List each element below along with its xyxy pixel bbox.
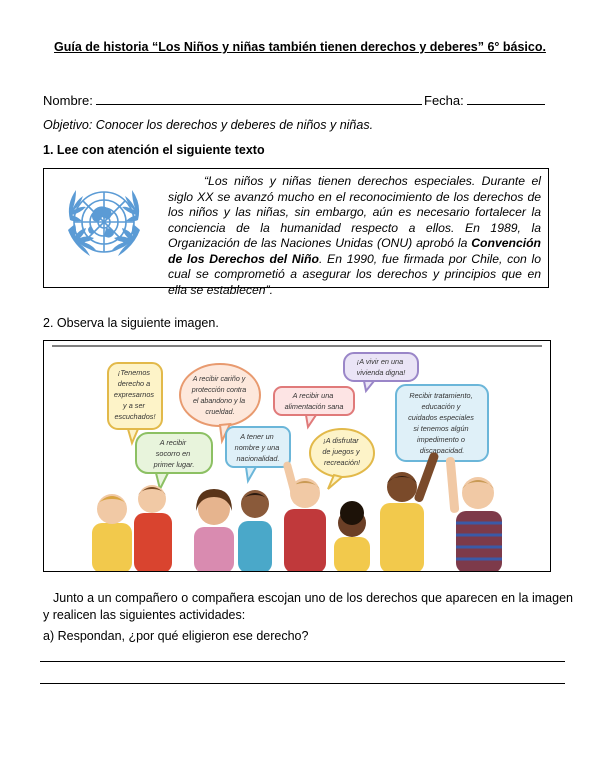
bubble-5-line-2: alimentación sana	[284, 402, 344, 411]
objective-text: Objetivo: Conocer los derechos y deberes de niños y niñas.	[43, 118, 374, 132]
bubble-7-line-2: vivienda digna!	[356, 368, 406, 377]
bubble-socorro	[136, 433, 212, 489]
section-2-heading: 2. Observa la siguiente imagen.	[43, 316, 219, 330]
bubble-4-line-2: nombre y una	[234, 443, 280, 452]
svg-text:A tener un nombre y un	[235, 432, 282, 463]
svg-text:¡Tenemos derecho a	[114, 368, 156, 421]
bubble-2-line-3: primer lugar.	[153, 460, 195, 469]
child-5	[282, 461, 326, 571]
rights-illustration-svg	[44, 341, 550, 571]
svg-text:¡A disfrutar de juegos	[322, 436, 361, 467]
bubble-8-line-3: cuidados especiales	[408, 413, 474, 422]
quote-part-1: “Los niños y niñas tienen derechos especiales. Durante el siglo XX se avanzó mucho en el reconocimiento de los derechos de los niños y las niñas, sin embargo, aún es necesario fortalecer la conciencia de la humanidad respecto a ellos. En 1989, la Organización de las Naciones Unidas (ONU) aprobó la	[168, 174, 541, 250]
bubble-5-line-1: A recibir una	[292, 391, 334, 400]
bubble-3-line-4: crueldad.	[205, 408, 235, 416]
bubble-8-line-4: si tenemos algún	[413, 424, 469, 433]
bubble-8-line-5: impedimento o	[417, 435, 465, 444]
bubble-1-line-2: derecho a	[117, 379, 151, 388]
section-1-heading-text: . Lee con atención el siguiente texto	[49, 143, 265, 157]
bubble-2-line-1: A recibir	[159, 438, 187, 447]
quote-text	[168, 174, 541, 298]
bubble-1-line-4: y a ser	[123, 401, 145, 410]
child-8	[446, 457, 502, 571]
bubble-3-line-1: A recibir cariño y	[192, 375, 246, 383]
section-1-number: 1	[43, 143, 50, 157]
rights-illustration	[43, 340, 551, 572]
nombre-blank-line[interactable]	[96, 92, 422, 105]
fecha-blank-line[interactable]	[467, 92, 545, 105]
question-a: a) Respondan, ¿por qué eligieron ese derecho?	[43, 629, 309, 643]
bubble-1-line-1: ¡Tenemos	[117, 368, 151, 377]
fecha-label: Fecha:	[424, 93, 464, 108]
child-4	[238, 490, 272, 571]
bubble-alimentacion	[274, 387, 354, 427]
fecha-field[interactable]	[424, 92, 545, 108]
page-title: Guía de historia “Los Niños y niñas también tienen derechos y deberes” 6° básico.	[54, 40, 546, 54]
child-7	[380, 451, 440, 571]
bubble-nombre	[226, 427, 290, 481]
bubble-8-line-2: educación y	[421, 402, 461, 411]
bubble-6-line-2: de juegos y	[322, 447, 360, 456]
bubble-8-line-6: discapacidad.	[419, 446, 465, 455]
bubble-6-line-3: recreación!	[323, 458, 361, 467]
child-1	[92, 494, 132, 571]
bubble-4-line-3: nacionalidad.	[236, 454, 280, 463]
un-emblem-icon	[50, 176, 158, 272]
answer-line-2[interactable]	[40, 683, 565, 684]
bubble-1-line-3: expresarnos	[113, 390, 155, 399]
quote-bold-convention: Convención de los Derechos del Niño	[168, 236, 541, 266]
bubble-1-line-5: escuchados!	[114, 412, 156, 421]
nombre-field[interactable]	[43, 92, 422, 108]
nombre-label: Nombre:	[43, 93, 93, 108]
bubble-expresarnos	[108, 363, 162, 443]
bubble-3-line-2: protección contra	[191, 386, 247, 394]
child-6	[334, 501, 370, 571]
child-3	[194, 489, 234, 571]
bubble-4-line-1: A tener un	[240, 432, 274, 441]
bubble-7-line-1: ¡A vivir en una	[356, 357, 404, 366]
bubble-tratamiento	[396, 385, 488, 475]
answer-line-1[interactable]	[40, 661, 565, 662]
activity-intro: Junto a un compañero o compañera escojan uno de los derechos que aparecen en la imagen y realicen las siguientes actividades:	[43, 591, 573, 622]
svg-text:A recibir socorro en	[153, 438, 195, 469]
bubble-juegos	[310, 429, 374, 489]
quote-part-2: . En 1990, fue firmada por Chile, con lo cual se comprometió a asegurar los derechos y principios que en ella se establecen”.	[168, 251, 542, 297]
section-1-heading	[43, 143, 265, 157]
bubble-3-line-3: el abandono y la	[192, 397, 246, 405]
child-2	[134, 485, 172, 571]
bubble-2-line-2: socorro en	[155, 449, 191, 458]
bubble-6-line-1: ¡A disfrutar	[323, 436, 359, 445]
bubble-8-line-1: Recibir tratamiento,	[409, 391, 473, 400]
